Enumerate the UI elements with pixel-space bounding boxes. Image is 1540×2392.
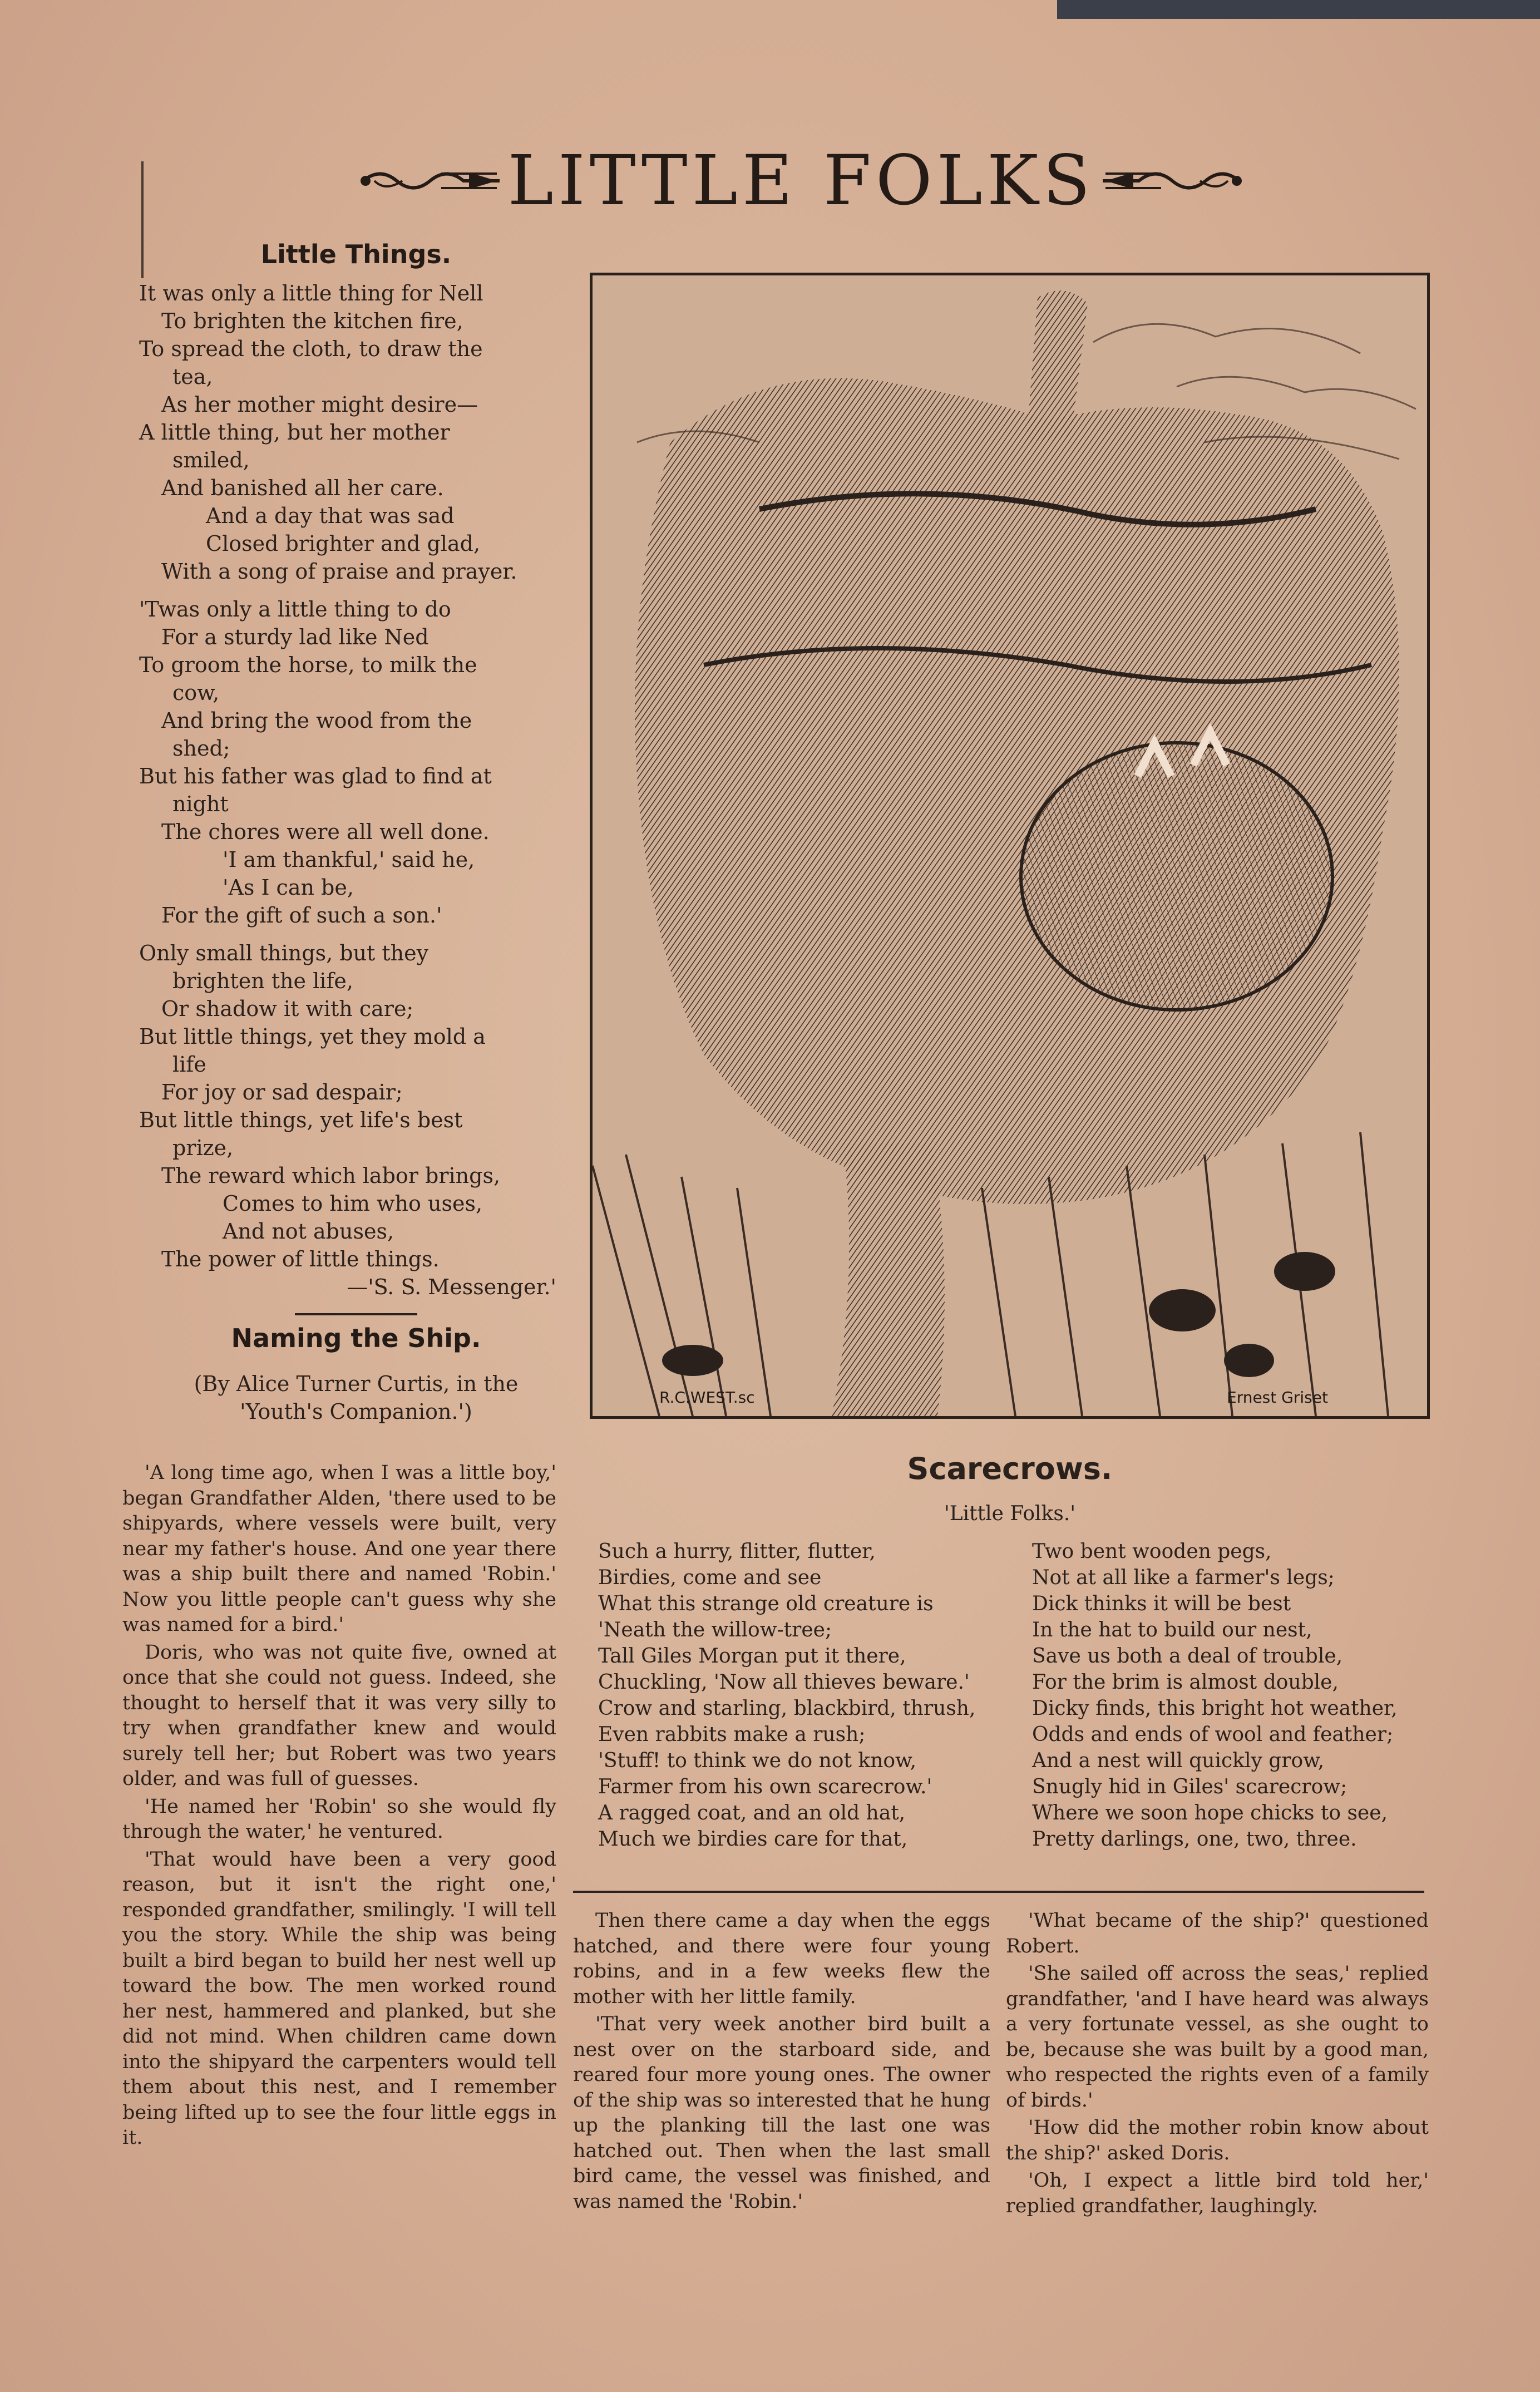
- poem-line: Odds and ends of wool and feather;: [1032, 1723, 1394, 1746]
- engraver-signature: R.C.WEST.sc: [659, 1388, 755, 1407]
- poem-line: For the gift of such a son.': [161, 903, 442, 928]
- left-flourish-ornament: [358, 161, 502, 200]
- poem-line: cow,: [172, 680, 220, 705]
- poem-line: tea,: [172, 364, 213, 389]
- poem-line: Dick thinks it will be best: [1032, 1592, 1291, 1615]
- poem-line: For joy or sad despair;: [161, 1080, 403, 1104]
- poem-line: It was only a little thing for Nell: [139, 281, 483, 305]
- poem-line: As her mother might desire—: [161, 392, 478, 417]
- poem-line: Save us both a deal of trouble,: [1032, 1645, 1343, 1668]
- naming-ship-byline: [139, 1370, 573, 1426]
- poem-stanza: [139, 939, 573, 1301]
- poem-line: But his father was glad to find at: [139, 764, 492, 788]
- poem-line: A ragged coat, and an old hat,: [598, 1802, 906, 1824]
- naming-ship-column-1: [122, 1461, 556, 2153]
- poem-line: 'Twas only a little thing to do: [139, 597, 451, 622]
- poem-line: Birdies, come and see: [598, 1566, 822, 1589]
- scarecrows-column-a: [598, 1538, 988, 1852]
- story-paragraph: 'Oh, I expect a little bird told her,' replied grandfather, laughingly.: [1006, 2169, 1429, 2217]
- binding-edge: [1057, 0, 1540, 19]
- scarecrows-column-b: [1032, 1538, 1421, 1852]
- poem-line: And banished all her care.: [161, 476, 444, 500]
- masthead-title: LITTLE FOLKS: [507, 141, 1095, 221]
- poem-line: Not at all like a farmer's legs;: [1032, 1566, 1335, 1589]
- poem-line: What this strange old creature is: [598, 1592, 934, 1615]
- poem-line: brighten the life,: [172, 969, 354, 993]
- poem-line: Farmer from his own scarecrow.': [598, 1775, 932, 1798]
- poem-line: In the hat to build our nest,: [1032, 1619, 1312, 1641]
- section-divider: [295, 1313, 417, 1315]
- story-paragraph: 'What became of the ship?' questioned Robert.: [1006, 1910, 1429, 1957]
- story-paragraph: Then there came a day when the eggs hatched, and there were four young robins, and in a few weeks flew the mother with her little family.: [573, 1910, 990, 2008]
- poem-line: The chores were all well done.: [161, 820, 490, 844]
- poem-line: Even rabbits make a rush;: [598, 1723, 866, 1746]
- poem-line: The power of little things.: [161, 1247, 440, 1271]
- poem-line: Much we birdies care for that,: [598, 1828, 908, 1851]
- poem-line: Dicky finds, this bright hot weather,: [1032, 1697, 1398, 1720]
- naming-ship-column-3: [1006, 1908, 1429, 2221]
- poem-line: Comes to him who uses,: [223, 1191, 483, 1216]
- poem-line: shed;: [172, 736, 230, 761]
- poem-line: For a sturdy lad like Ned: [161, 625, 429, 649]
- poem-line: 'As I can be,: [223, 875, 354, 900]
- poem-line: smiled,: [172, 448, 250, 472]
- little-things-poem: [139, 279, 573, 1301]
- poem-line: Two bent wooden pegs,: [1032, 1540, 1272, 1563]
- poem-line: And a nest will quickly grow,: [1032, 1749, 1325, 1772]
- poem-line: 'Neath the willow-tree;: [598, 1619, 832, 1641]
- scarecrows-title: Scarecrows.: [907, 1451, 1113, 1486]
- poem-line: Tall Giles Morgan put it there,: [598, 1645, 906, 1668]
- poem-line: Where we soon hope chicks to see,: [1032, 1802, 1388, 1824]
- naming-ship-column-2: [573, 1908, 990, 2217]
- poem-line: Pretty darlings, one, two, three.: [1032, 1828, 1357, 1851]
- poem-line: 'Stuff! to think we do not know,: [598, 1749, 917, 1772]
- poem-line: Or shadow it with care;: [161, 997, 414, 1021]
- story-paragraph: Doris, who was not quite five, owned at once that she could not guess. Indeed, she thought to herself that it was very silly to try when grandfather knew and would surely tell her; but Robert was two years older, and was full of guesses.: [122, 1641, 556, 1790]
- poem-line: life: [172, 1052, 206, 1077]
- artist-signature: Ernest Griset: [1227, 1388, 1328, 1407]
- poem-line: But little things, yet life's best: [139, 1108, 463, 1132]
- scarecrow-illustration: [590, 273, 1430, 1419]
- poem-line: The reward which labor brings,: [161, 1163, 501, 1188]
- poem-line: For the brim is almost double,: [1032, 1671, 1339, 1694]
- poem-line: 'I am thankful,' said he,: [223, 847, 475, 872]
- section-divider-long: [573, 1891, 1424, 1893]
- byline-line: (By Alice Turner Curtis, in the: [194, 1372, 519, 1396]
- poem-line: Crow and starling, blackbird, thrush,: [598, 1697, 976, 1720]
- story-paragraph: 'She sailed off across the seas,' replied grandfather, 'and I have heard was always a very fortunate vessel, as she ought to be, because she was built by a good man, who respected the rights even of a family of birds.': [1006, 1962, 1429, 2112]
- scarecrows-source: 'Little Folks.': [944, 1502, 1076, 1525]
- naming-ship-title: Naming the Ship.: [231, 1323, 481, 1353]
- story-paragraph: 'That very week another bird built a nest over on the starboard side, and reared four more young ones. The owner of the ship was so interested that he hung up the planking till the last one was hatched out. Then when the last small bird came, the vessel was finished, and was named the 'Robin.': [573, 2013, 990, 2213]
- story-paragraph: 'That would have been a very good reason, but it isn't the right one,' responded grandfather, smilingly. 'I will tell you the story. While the ship was being built a bird began to build her nest well up toward the bow. The men worked round her nest, hammered and planked, but she did not mind. When children came down into the shipyard the carpenters would tell them about this nest, and I remember being lifted up to see the four little eggs in it.: [122, 1848, 556, 2149]
- poem-stanza: [139, 279, 573, 585]
- poem-line: night: [172, 792, 229, 816]
- little-things-column: [139, 239, 573, 1426]
- story-paragraph: 'A long time ago, when I was a little boy,' began Grandfather Alden, 'there used to be shipyards, where vessels were built, very near my father's house. And one year there was a ship built there and named 'Robin.' Now you little people can't guess why she was named for a bird.': [122, 1462, 556, 1636]
- story-paragraph: 'He named her 'Robin' so she would fly through the water,' he ventured.: [122, 1795, 556, 1843]
- poem-line: Chuckling, 'Now all thieves beware.': [598, 1671, 970, 1694]
- poem-line: To groom the horse, to milk the: [139, 653, 477, 677]
- poem-line: prize,: [172, 1136, 234, 1160]
- poem-line: And a day that was sad: [206, 504, 455, 528]
- poem-line: And not abuses,: [223, 1219, 394, 1244]
- poem-attribution: —'S. S. Messenger.': [347, 1275, 556, 1299]
- poem-line: Such a hurry, flitter, flutter,: [598, 1540, 876, 1563]
- poem-line: A little thing, but her mother: [139, 420, 450, 445]
- poem-stanza: [139, 595, 573, 929]
- poem-line: To brighten the kitchen fire,: [161, 309, 463, 333]
- poem-line: Closed brighter and glad,: [206, 531, 481, 556]
- story-paragraph: 'How did the mother robin know about the ship?' asked Doris.: [1006, 2117, 1429, 2164]
- poem-line: But little things, yet they mold a: [139, 1024, 486, 1049]
- right-flourish-ornament: [1100, 161, 1245, 200]
- poem-line: With a song of praise and prayer.: [161, 559, 517, 584]
- poem-line: To spread the cloth, to draw the: [139, 337, 483, 361]
- byline-line: 'Youth's Companion.'): [240, 1399, 472, 1424]
- poem-line: And bring the wood from the: [161, 708, 472, 733]
- poem-line: Only small things, but they: [139, 941, 429, 965]
- little-things-title: Little Things.: [260, 239, 452, 269]
- poem-line: Snugly hid in Giles' scarecrow;: [1032, 1775, 1348, 1798]
- masthead: [312, 139, 1291, 223]
